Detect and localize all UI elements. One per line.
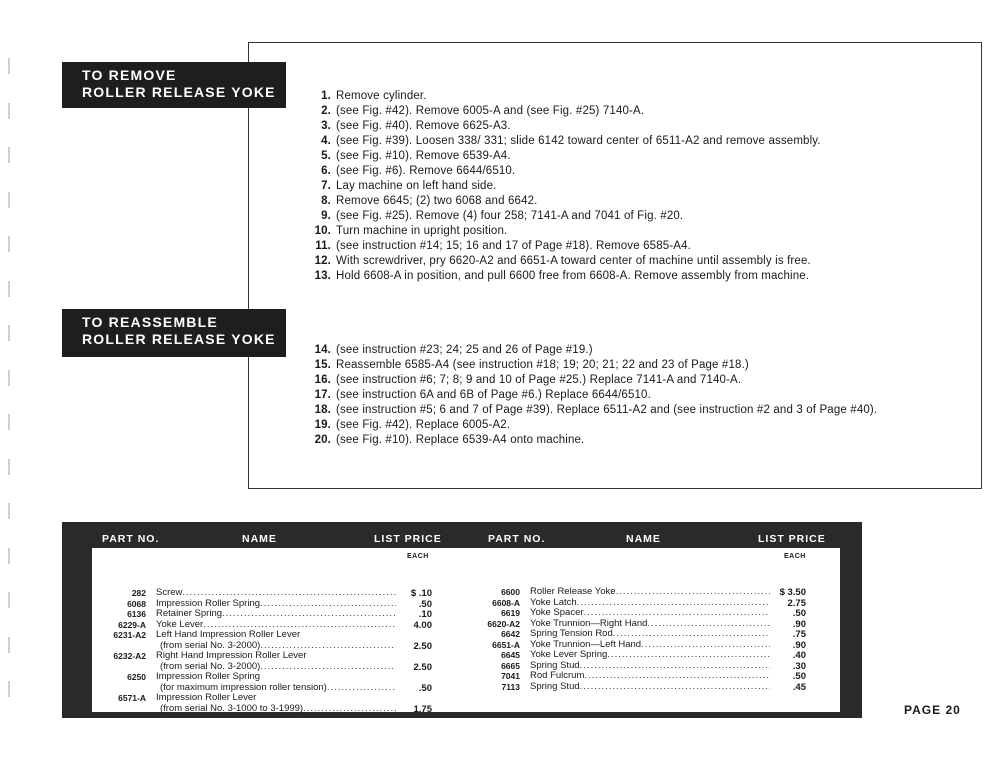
part-price: 2.75 xyxy=(787,597,806,609)
parts-header-left xyxy=(62,526,462,550)
part-number: 6136 xyxy=(127,609,146,619)
remove-title-line1: TO REMOVE xyxy=(82,67,177,83)
each-label: EACH xyxy=(784,553,806,560)
part-price: 4.00 xyxy=(413,619,432,631)
parts-panel-left xyxy=(92,548,466,715)
part-price: 2.50 xyxy=(413,640,432,652)
header-list-price: LIST PRICE xyxy=(374,533,442,545)
remove-section-banner xyxy=(62,62,286,108)
reassemble-title-line1: TO REASSEMBLE xyxy=(82,314,218,330)
part-number: 6642 xyxy=(501,629,520,639)
part-name: Roller Release Yoke ..... xyxy=(530,587,770,598)
header-part-no: PART NO. xyxy=(102,533,160,545)
part-name: Yoke Lever ..... xyxy=(156,620,396,631)
part-price: .90 xyxy=(792,639,806,651)
part-number: 7113 xyxy=(501,681,520,692)
part-price: .50 xyxy=(792,608,806,619)
step-item: 5. (see Fig. #10). Remove 6539-A4. xyxy=(321,150,511,162)
part-name: Rod Fulcrum ..... xyxy=(530,671,770,682)
step-item: 13. Hold 6608-A in position, and pull 6600 free from 6608-A. Remove assembly from machine. xyxy=(314,270,810,282)
parts-panel-right xyxy=(466,548,840,712)
each-label: EACH xyxy=(407,553,429,560)
part-price: .75 xyxy=(792,629,806,640)
part-price: $ .10 xyxy=(410,588,432,599)
header-name: NAME xyxy=(242,533,277,545)
step-item: 12. With screwdriver, pry 6620-A2 and 6651-A toward center of machine until assembly is free. xyxy=(314,255,811,267)
part-name: Yoke Trunnion—Right Hand ..... xyxy=(530,619,770,630)
step-item: 14. (see instruction #23; 24; 25 and 26 of Page #19.) xyxy=(314,344,593,356)
remove-steps-list xyxy=(303,89,821,284)
binding-holes xyxy=(0,0,14,773)
part-number: 6231-A2 xyxy=(113,630,146,640)
part-number: 6645 xyxy=(501,650,520,660)
step-item: 10. Turn machine in upright position. xyxy=(314,225,508,237)
part-price: .90 xyxy=(792,618,806,630)
part-price: 2.50 xyxy=(413,661,432,673)
step-item: 6. (see Fig. #6). Remove 6644/6510. xyxy=(321,165,516,177)
part-name: Yoke Trunnion—Left Hand ..... xyxy=(530,640,770,651)
page-number: PAGE 20 xyxy=(904,703,961,717)
part-number: 6232-A2 xyxy=(113,651,146,661)
part-price: .50 xyxy=(792,671,806,682)
part-number: 6229-A xyxy=(118,619,146,630)
part-price: .50 xyxy=(418,598,432,610)
part-price: .45 xyxy=(792,681,806,693)
part-name: Spring Tension Rod ..... xyxy=(530,629,770,640)
part-price: .40 xyxy=(792,650,806,661)
remove-title-line2: ROLLER RELEASE YOKE xyxy=(82,84,276,100)
step-item: 2. (see Fig. #42). Remove 6005-A and (see Fig. #25) 7140-A. xyxy=(321,105,645,117)
header-name: NAME xyxy=(626,533,661,545)
part-number: 6600 xyxy=(501,587,520,597)
part-number: 6250 xyxy=(127,672,146,682)
reassemble-title-line2: ROLLER RELEASE YOKE xyxy=(82,331,276,347)
part-number: 6665 xyxy=(501,660,520,671)
part-name: Impression Roller Spring ..... xyxy=(156,599,396,610)
part-name: Retainer Spring ..... xyxy=(156,609,396,620)
part-price: .50 xyxy=(418,682,432,694)
reassemble-section-banner xyxy=(62,309,286,357)
part-name: Yoke Latch ..... xyxy=(530,598,770,609)
part-number: 6651-A xyxy=(492,639,520,650)
part-name: Spring Stud ..... xyxy=(530,682,770,693)
part-name: Spring Stud ..... xyxy=(530,661,770,672)
step-item: 19. (see Fig. #42). Replace 6005-A2. xyxy=(314,419,511,431)
part-price: .30 xyxy=(792,660,806,672)
step-item: 1. Remove cylinder. xyxy=(321,90,427,102)
step-item: 20. (see Fig. #10). Replace 6539-A4 onto machine. xyxy=(314,434,585,446)
step-item: 4. (see Fig. #39). Loosen 338/ 331; slide 6142 toward center of 6511-A2 and remove assembly. xyxy=(321,135,821,147)
header-part-no: PART NO. xyxy=(488,533,546,545)
step-item: 16. (see instruction #6; 7; 8; 9 and 10 of Page #25.) Replace 7141-A and 7140-A. xyxy=(314,374,742,386)
part-name: Right Hand Impression Roller Lever (from serial No. 3-2000) ..... xyxy=(156,651,396,672)
step-item: 9. (see Fig. #25). Remove (4) four 258; 7141-A and 7041 of Fig. #20. xyxy=(321,210,684,222)
step-item: 8. Remove 6645; (2) two 6068 and 6642. xyxy=(321,195,538,207)
part-number: 6608-A xyxy=(492,597,520,608)
part-price: $ 3.50 xyxy=(779,587,806,598)
part-number: 282 xyxy=(131,588,146,598)
step-item: 7. Lay machine on left hand side. xyxy=(321,180,497,192)
step-item: 18. (see instruction #5; 6 and 7 of Page #39). Replace 6511-A2 and (see instruction #2 and 3 of Page #40). xyxy=(314,404,878,416)
part-price: 1.75 xyxy=(413,703,432,715)
part-number: 6620-A2 xyxy=(487,618,520,629)
reassemble-steps-list xyxy=(303,343,877,448)
part-name: Yoke Lever Spring ..... xyxy=(530,650,770,661)
part-name: Screw ..... xyxy=(156,588,396,599)
part-number: 6068 xyxy=(127,598,146,609)
step-item: 3. (see Fig. #40). Remove 6625-A3. xyxy=(321,120,511,132)
parts-header-right xyxy=(462,526,862,550)
part-name: Yoke Spacer ..... xyxy=(530,608,770,619)
part-number: 6619 xyxy=(501,608,520,618)
part-number: 7041 xyxy=(501,671,520,681)
parts-price-table xyxy=(62,522,862,718)
part-price: .10 xyxy=(418,609,432,620)
part-name: Left Hand Impression Roller Lever (from serial No. 3-2000) ..... xyxy=(156,630,396,651)
header-list-price: LIST PRICE xyxy=(758,533,826,545)
step-item: 15. Reassemble 6585-A4 (see instruction #18; 19; 20; 21; 22 and 23 of Page #18.) xyxy=(314,359,749,371)
step-item: 11. (see instruction #14; 15; 16 and 17 of Page #18). Remove 6585-A4. xyxy=(315,240,691,252)
step-item: 17. (see instruction 6A and 6B of Page #6.) Replace 6644/6510. xyxy=(314,389,651,401)
part-name: Impression Roller Spring (for maximum impression roller tension) ..... xyxy=(156,672,396,693)
part-number: 6571-A xyxy=(118,693,146,703)
part-name: Impression Roller Lever (from serial No. 3-1000 to 3-1999) ..... xyxy=(156,693,396,714)
